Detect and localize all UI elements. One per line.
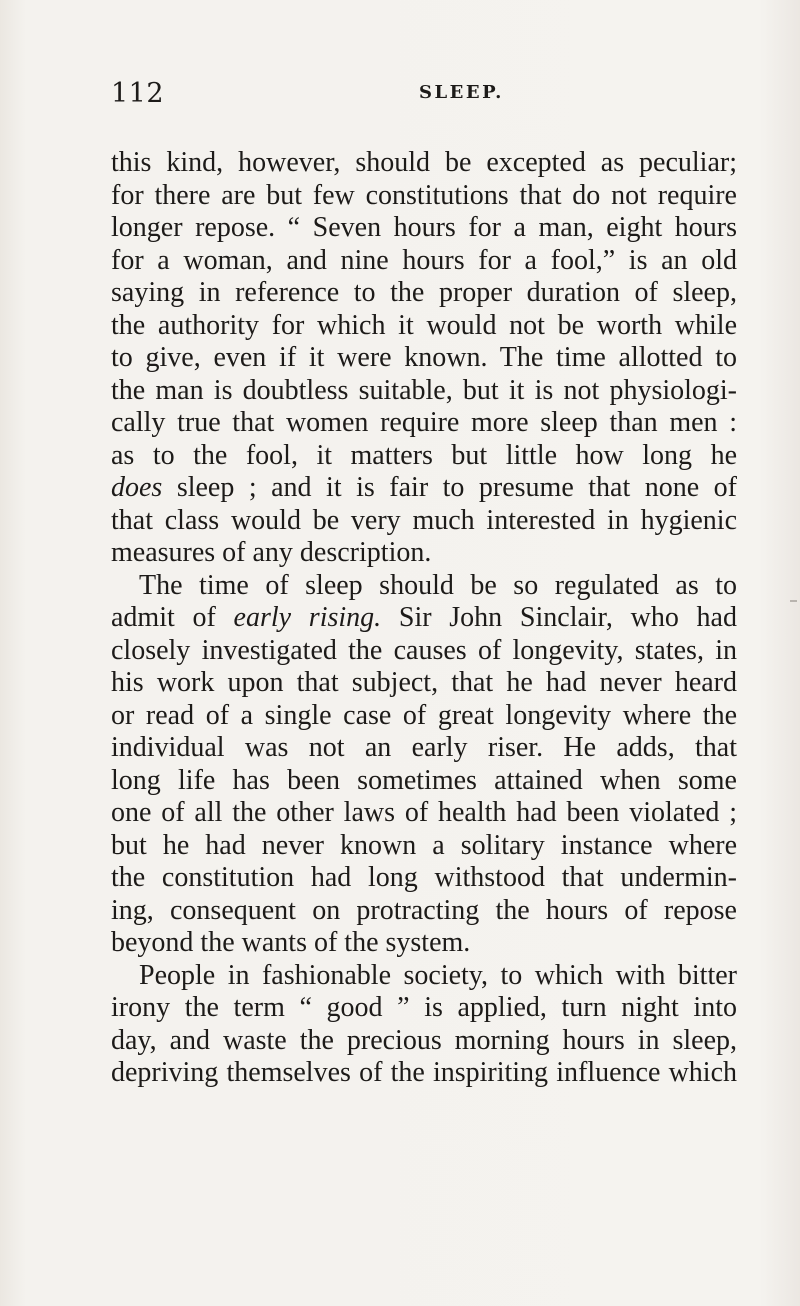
text-line: day, and waste the precious morning hours in sleep, [111,1024,737,1056]
text-line [111,472,737,505]
text-line: that class would be very much interested in hygienic [111,504,737,536]
line-text-suffix: Sir John Sinclair, who had [381,602,737,633]
text-line: the constitution had long withstood that undermin- [111,862,737,893]
text-line: this kind, however, should be excepted as peculiar; [111,147,737,178]
text-line [111,602,737,635]
text-line: saying in reference to the proper duration of sleep, [111,277,737,308]
text-line: one of all the other laws of health had been violated ; [111,797,737,828]
page-number: 112 [111,78,165,109]
text-line: individual was not an early riser. He adds, that [111,732,737,763]
text-line: for there are but few constitutions that do not require [111,179,737,211]
text-line: but he had never known a solitary instance where [111,829,737,861]
body-text [111,147,737,1090]
text-line: ing, consequent on protracting the hours of repose [111,894,737,926]
text-line: as to the fool, it matters but little how long he [111,439,737,471]
text-line: longer repose. “ Seven hours for a man, eight hours [111,212,737,243]
text-line: beyond the wants of the system. [111,927,471,958]
line-text: sleep ; and it is fair to presume that none of [162,472,737,503]
italic-phrase: early rising. [233,602,382,633]
italic-word: does [111,472,163,503]
paragraph-start-line: People in fashionable society, to which with bitter [139,959,737,991]
text-line: cally true that women require more sleep than men : [111,407,737,438]
paragraph-start-line: The time of sleep should be so regulated as to [139,569,737,601]
text-line: long life has been sometimes attained when some [111,764,737,796]
text-line: or read of a single case of great longevity where the [111,699,737,731]
text-line: depriving themselves of the inspiriting influence which [111,1057,737,1088]
text-line: his work upon that subject, that he had never heard [111,667,737,698]
margin-mark [790,600,797,602]
text-line: for a woman, and nine hours for a fool,” is an old [111,244,737,276]
text-line: the man is doubtless suitable, but it is not physiologi- [111,374,737,406]
line-text-prefix: admit of [111,602,234,633]
text-line: measures of any description. [111,537,432,568]
text-line: irony the term “ good ” is applied, turn night into [111,992,737,1023]
text-line: closely investigated the causes of longevity, states, in [111,634,737,666]
text-line: to give, even if it were known. The time allotted to [111,342,737,373]
page-header [111,78,731,112]
running-head: SLEEP. [419,82,504,103]
text-line: the authority for which it would not be worth while [111,309,737,341]
